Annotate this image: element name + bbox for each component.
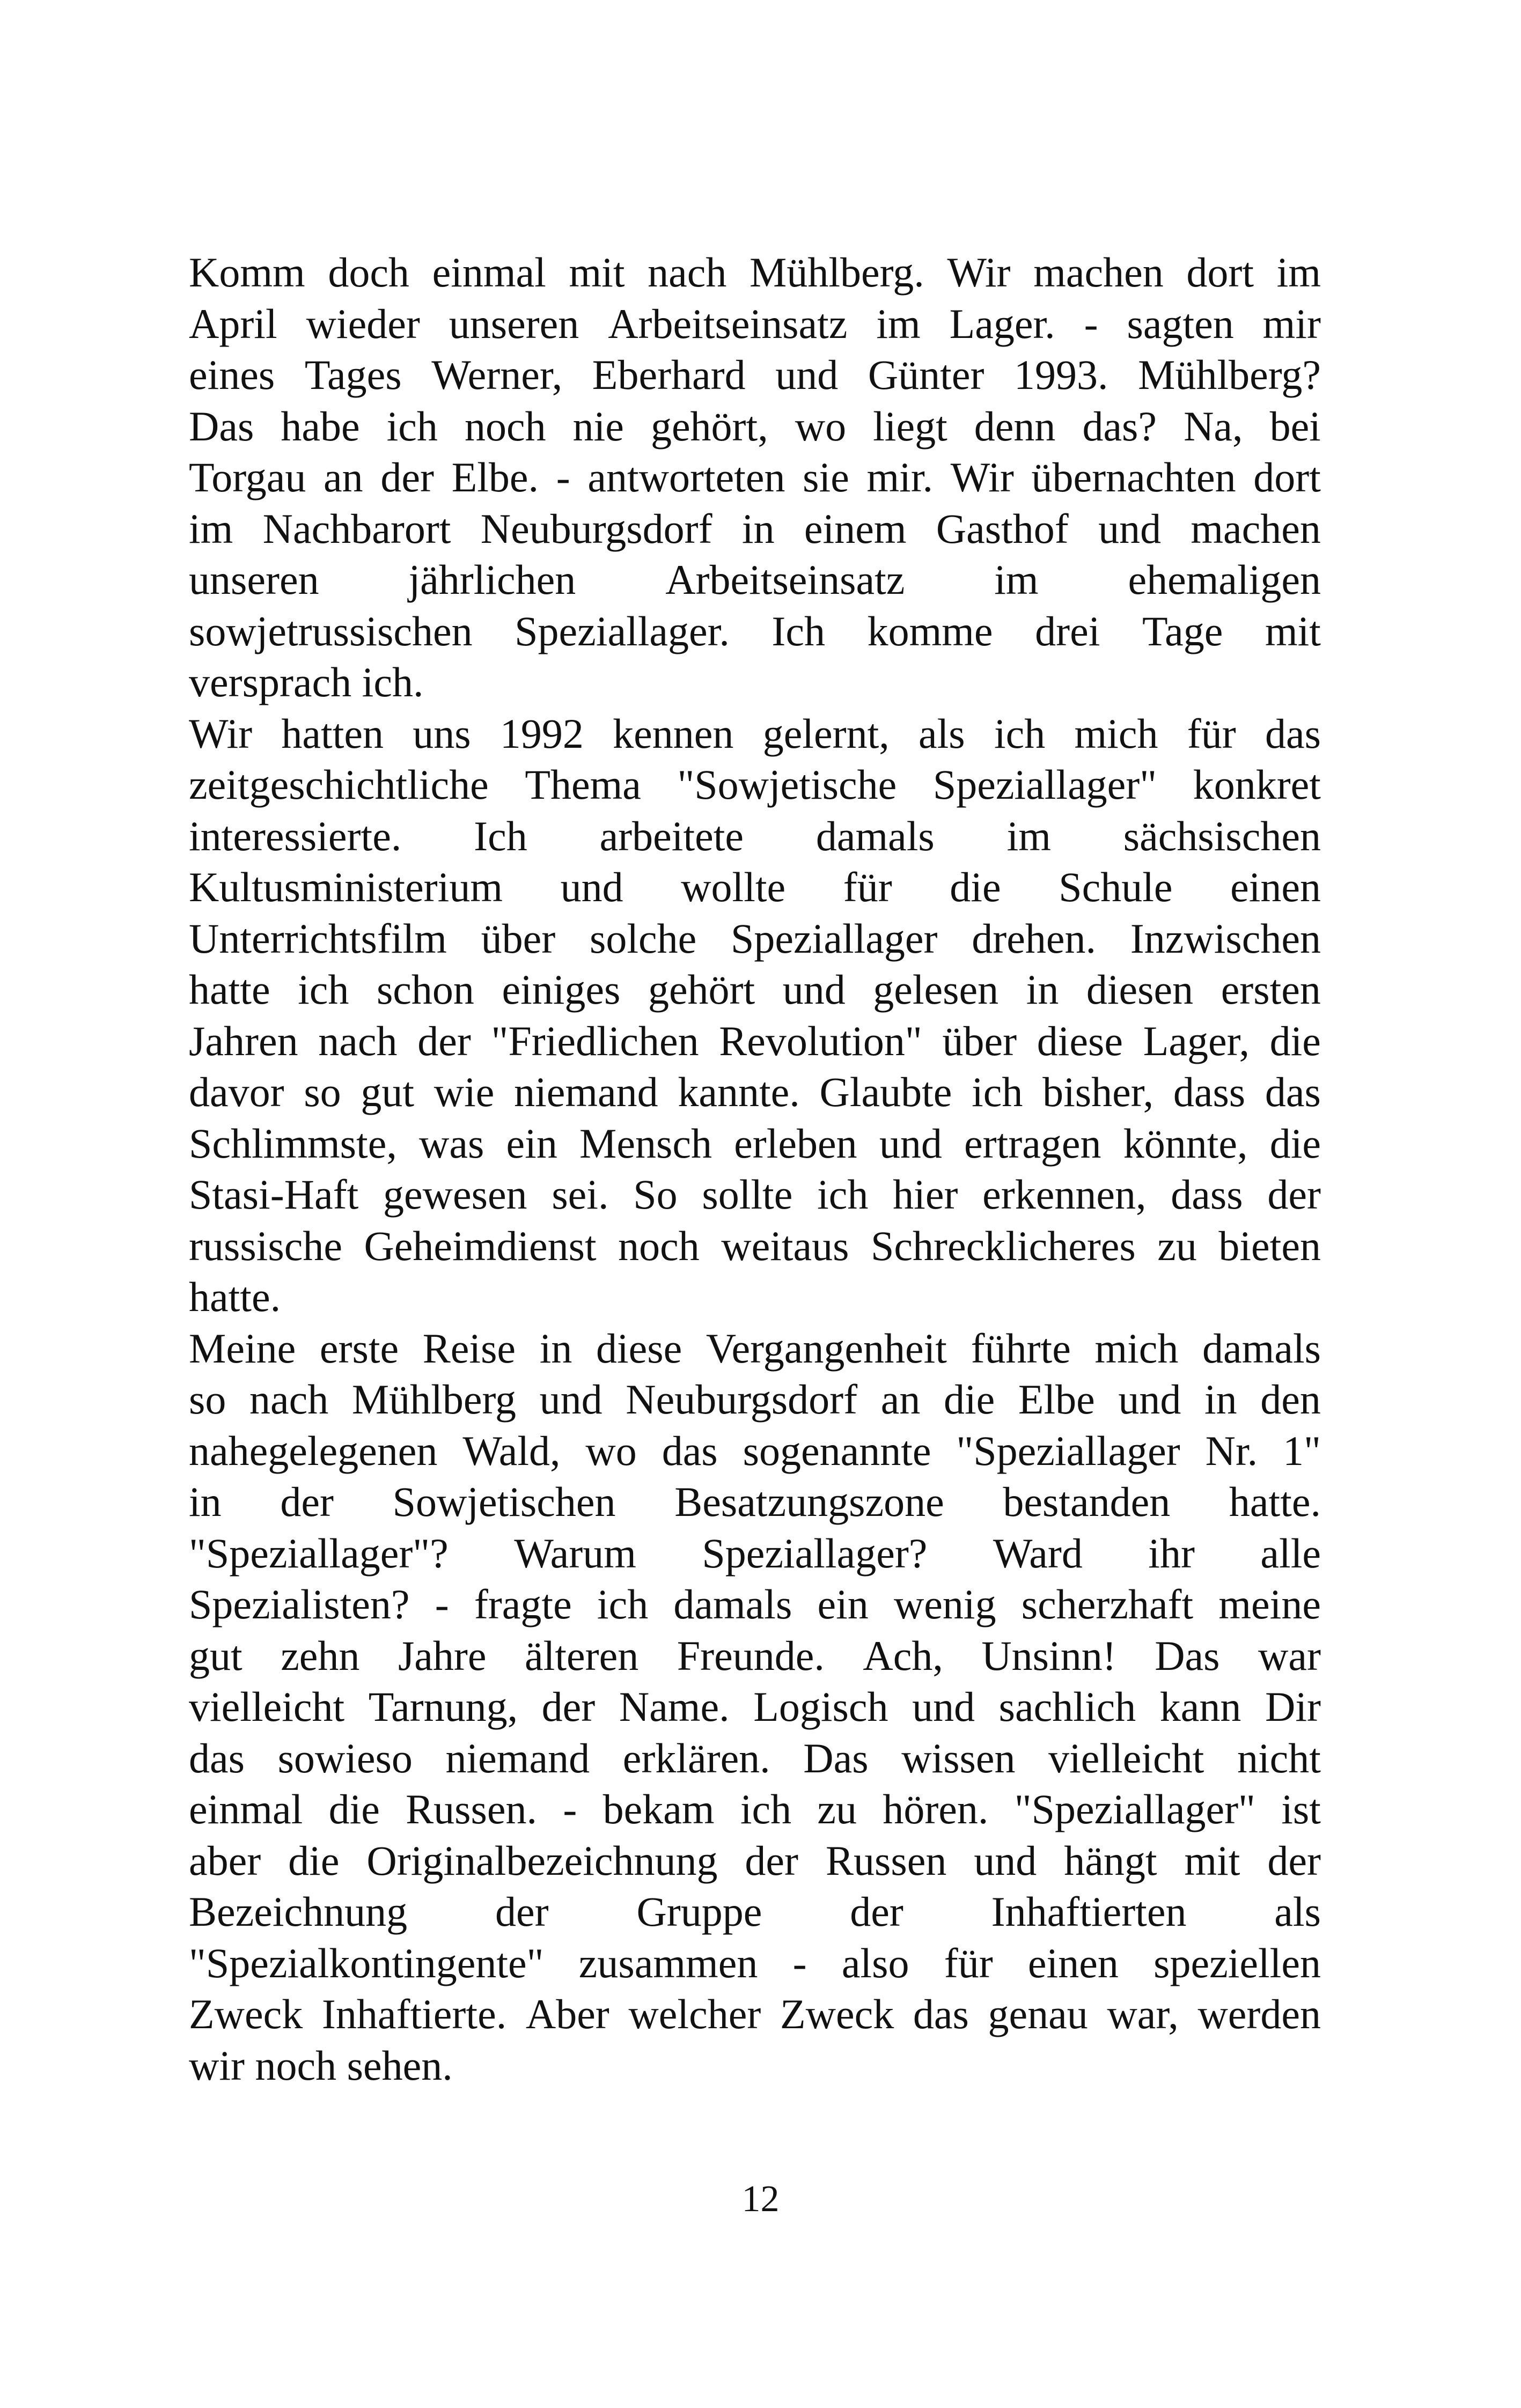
- text-line: sowjetrussischen Speziallager. Ich komme drei Tage mit: [189, 607, 1321, 654]
- paragraph: [189, 708, 1321, 1323]
- text-line: Torgau an der Elbe. - antworteten sie mir. Wir übernachten dort: [189, 454, 1321, 500]
- text-line: davor so gut wie niemand kannte. Glaubte ich bisher, dass das: [189, 1069, 1321, 1115]
- text-line: Zweck Inhaftierte. Aber welcher Zweck das genau war, werden: [189, 1991, 1321, 2037]
- text-line: russische Geheimdienst noch weitaus Schrecklicheres zu bieten: [189, 1222, 1321, 1269]
- text-line: nahegelegenen Wald, wo das sogenannte "Speziallager Nr. 1": [189, 1427, 1321, 1474]
- text-line: Stasi-Haft gewesen sei. So sollte ich hier erkennen, dass der: [189, 1171, 1321, 1218]
- text-line: Spezialisten? - fragte ich damals ein wenig scherzhaft meine: [189, 1581, 1321, 1628]
- text-line: in der Sowjetischen Besatzungszone bestanden hatte.: [189, 1478, 1321, 1525]
- text-line: zeitgeschichtliche Thema "Sowjetische Speziallager" konkret: [189, 761, 1321, 808]
- text-line: wir noch sehen.: [189, 2042, 453, 2089]
- text-line: unseren jährlichen Arbeitseinsatz im ehemaligen: [189, 556, 1321, 603]
- text-line: im Nachbarort Neuburgsdorf in einem Gasthof und machen: [189, 505, 1321, 552]
- text-line: Jahren nach der "Friedlichen Revolution" über diese Lager, die: [189, 1017, 1321, 1064]
- text-line: Schlimmste, was ein Mensch erleben und ertragen könnte, die: [189, 1120, 1321, 1167]
- text-line: Unterrichtsfilm über solche Speziallager drehen. Inzwischen: [189, 915, 1321, 962]
- text-line: so nach Mühlberg und Neuburgsdorf an die Elbe und in den: [189, 1376, 1321, 1423]
- text-line: Meine erste Reise in diese Vergangenheit führte mich damals: [189, 1324, 1321, 1372]
- page-number: 12: [741, 2178, 780, 2220]
- text-line: Komm doch einmal mit nach Mühlberg. Wir machen dort im: [189, 249, 1321, 296]
- text-line: aber die Originalbezeichnung der Russen und hängt mit der: [189, 1837, 1321, 1884]
- text-line: Wir hatten uns 1992 kennen gelernt, als ich mich für das: [189, 710, 1321, 757]
- text-line: Kultusministerium und wollte für die Schule einen: [189, 864, 1321, 910]
- text-line: Das habe ich noch nie gehört, wo liegt denn das? Na, bei: [189, 402, 1321, 450]
- text-line: "Speziallager"? Warum Speziallager? Ward ihr alle: [189, 1529, 1321, 1577]
- text-line: Bezeichnung der Gruppe der Inhaftierten als: [189, 1888, 1321, 1935]
- text-line: hatte ich schon einiges gehört und gelesen in diesen ersten: [189, 966, 1321, 1013]
- text-line: interessierte. Ich arbeitete damals im sächsischen: [189, 812, 1321, 859]
- text-line: gut zehn Jahre älteren Freunde. Ach, Unsinn! Das war: [189, 1632, 1321, 1679]
- body-text: [189, 247, 1321, 2091]
- text-line: vielleicht Tarnung, der Name. Logisch und sachlich kann Dir: [189, 1683, 1321, 1730]
- text-line: einmal die Russen. - bekam ich zu hören. "Speziallager" ist: [189, 1786, 1321, 1832]
- text-line: versprach ich.: [189, 659, 424, 705]
- text-line: "Spezialkontingente" zusammen - also für einen speziellen: [189, 1939, 1321, 1986]
- paragraph: [189, 247, 1321, 708]
- text-line: das sowieso niemand erklären. Das wissen vielleicht nicht: [189, 1734, 1321, 1781]
- text-line: April wieder unseren Arbeitseinsatz im Lager. - sagten mir: [189, 300, 1321, 347]
- paragraph: [189, 1323, 1321, 2092]
- text-line: hatte.: [189, 1273, 281, 1320]
- text-line: eines Tages Werner, Eberhard und Günter 1993. Mühlberg?: [189, 351, 1321, 398]
